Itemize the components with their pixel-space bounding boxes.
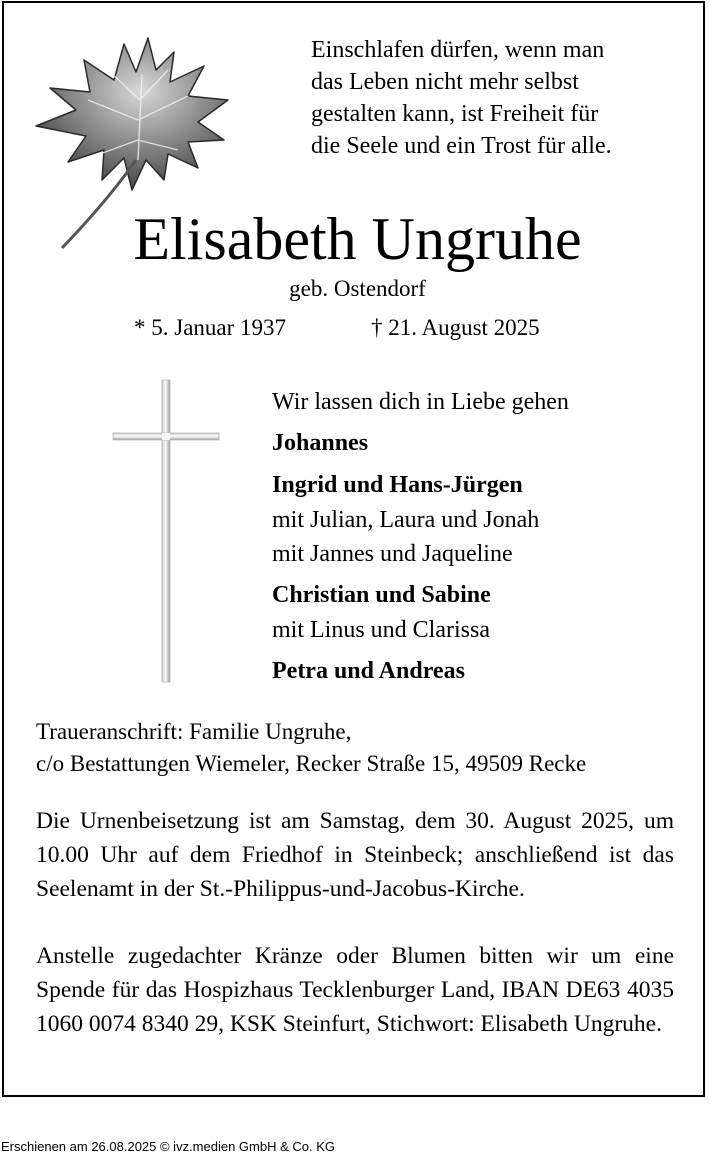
deceased-name: Elisabeth Ungruhe [133, 206, 582, 272]
mourners [272, 385, 692, 695]
mourner-group [272, 577, 692, 647]
motto-line: die Seele und ein Trost für alle. [311, 133, 612, 159]
mourner-name: Christian und Sabine [272, 582, 491, 608]
death-date: † 21. August 2025 [371, 315, 540, 340]
burial-info: Die Urnenbeisetzung ist am Samstag, dem 30. August 2025, um 10.00 Uhr auf dem Friedhof in Steinbeck; anschließend ist das Seelenamt in der St.-Philippus-und-Jacobus-Kirche. [36, 808, 674, 902]
mourner-children: mit Jannes und Jaqueline [272, 541, 513, 567]
maiden-name: geb. Ostendorf [289, 276, 426, 301]
farewell-line: Wir lassen dich in Liebe gehen [272, 389, 569, 415]
donation-info: Anstelle zugedachter Kränze oder Blumen bitten wir um eine Spende für das Hospizhaus Tecklenburger Land, IBAN DE63 4035 1060 0074 8340 29, KSK Steinfurt, Stichwort: Elisabeth Ungruhe. [36, 943, 674, 1037]
address-line: Traueranschrift: Familie Ungruhe, [36, 719, 352, 744]
address-line: c/o Bestattungen Wiemeler, Recker Straße 15, 49509 Recke [36, 751, 587, 776]
mourner-children: mit Julian, Laura und Jonah [272, 507, 540, 533]
mourner-group [272, 425, 692, 461]
motto [311, 34, 691, 162]
publication-footer: Erschienen am 26.08.2025 © ivz.medien GmbH & Co. KG [1, 1139, 336, 1154]
motto-line: das Leben nicht mehr selbst [311, 69, 579, 95]
mourner-children: mit Linus und Clarissa [272, 617, 490, 643]
birth-date: * 5. Januar 1937 [134, 315, 287, 340]
mourner-name: Johannes [272, 430, 369, 456]
motto-line: Einschlafen dürfen, wenn man [311, 37, 605, 63]
mourning-address [36, 716, 676, 780]
mourner-group [272, 653, 692, 689]
mourner-name: Ingrid und Hans-Jürgen [272, 472, 523, 498]
mourner-group [272, 467, 692, 571]
cross-icon [110, 378, 222, 686]
motto-line: gestalten kann, ist Freiheit für [311, 101, 599, 127]
mourner-name: Petra und Andreas [272, 658, 465, 684]
